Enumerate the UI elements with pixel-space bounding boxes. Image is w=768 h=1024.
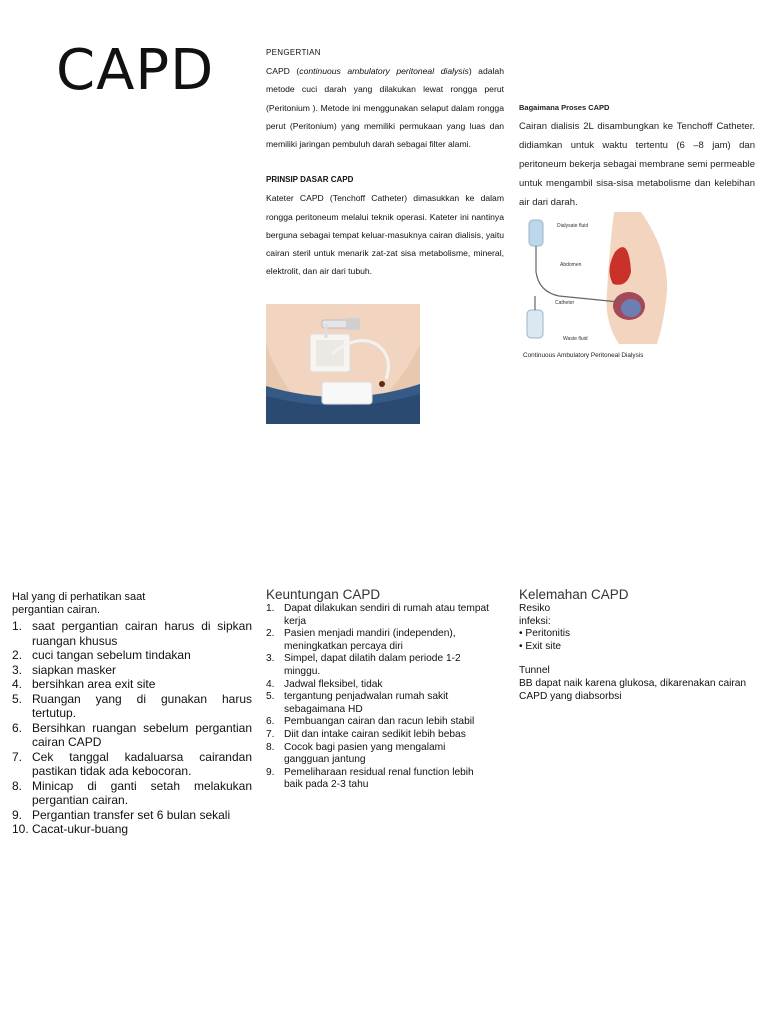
list-item: [12, 750, 252, 779]
list-item: [12, 721, 252, 750]
list-item-number: 6.: [12, 720, 23, 735]
list-item-text: Pasien menjadi mandiri (independen), meningkatkan percaya diri: [284, 628, 456, 652]
list-item-text: Bersihkan ruangan sebelum pergantian cairan CAPD: [32, 720, 252, 749]
list-item: [266, 716, 491, 729]
list-item-number: 7.: [12, 749, 23, 764]
list-item: [12, 779, 252, 808]
list-item-number: 4.: [12, 677, 23, 691]
kelemahan-heading: Kelemahan CAPD: [519, 587, 629, 602]
list-item-number: 2.: [266, 628, 275, 640]
list-item-number: 5.: [266, 691, 275, 703]
pengertian-body: CAPD (continuous ambulatory peritoneal dialysis) adalah metode cuci darah yang dilakukan lewat rongga perut (Peritonium ). Metode ini menggunakan selaput dalam rongga perut (Peritonium) yang memiliki permukaan yang luas dan memiliki jaringan pembuluh darah sebagai filter alami.: [266, 66, 504, 150]
capd-diagram: [519, 212, 669, 364]
list-item-text: Simpel, dapat dilatih dalam periode 1-2 minggu.: [284, 653, 461, 677]
keuntungan-heading: Keuntungan CAPD: [266, 587, 381, 602]
list-item: [12, 648, 252, 663]
list-item-text: Cacat-ukur-buang: [32, 822, 129, 836]
list-item-number: 3.: [12, 662, 23, 677]
list-item-text: Jadwal fleksibel, tidak: [284, 678, 383, 690]
list-item-number: 4.: [266, 678, 275, 690]
list-item-text: Cocok bagi pasien yang mengalami gangguan jantung: [284, 741, 446, 766]
list-item-text: tergantung penjadwalan rumah sakit sebagaimana HD: [284, 691, 449, 715]
bb-text: BB dapat naik karena glukosa, dikarenakan cairan CAPD yang diabsorbsi: [519, 677, 747, 702]
pengertian-heading: PENGERTIAN: [266, 48, 321, 57]
list-item: [266, 603, 491, 628]
list-item-number: 1.: [266, 603, 275, 614]
list-item-text: Ruangan yang di gunakan harus tertutup.: [32, 691, 252, 720]
prinsip-body: Kateter CAPD (Tenchoff Catheter) dimasukkan ke dalam rongga peritoneum melalui teknik operasi. Kateter ini nantinya berguna sebagai tempat keluar-masuknya cairan dialisis, yaitu cairan steril untuk menarik zat-zat sisa metabolisme, mineral, elektrolit, dan air dari tubuh.: [266, 193, 504, 277]
pengertian-term: CAPD: [266, 66, 290, 77]
bullet-peritonitis: • Peritonitis: [519, 628, 571, 640]
label-catheter: Catheter: [555, 300, 575, 306]
list-item: [12, 619, 252, 648]
list-item-number: 6.: [266, 716, 275, 728]
keuntungan-list: [266, 603, 491, 792]
list-item: [12, 822, 252, 837]
list-item-text: Dapat dilakukan sendiri di rumah atau tempat kerja: [284, 603, 489, 627]
perhatian-intro: Hal yang di perhatikan saat pergantian cairan.: [12, 591, 146, 616]
list-item-text: Pergantian transfer set 6 bulan sekali: [32, 807, 231, 822]
prinsip-heading: PRINSIP DASAR CAPD: [266, 175, 354, 185]
proses-heading: Bagaimana Proses CAPD: [519, 103, 610, 112]
list-item: [266, 767, 491, 792]
pengertian-text: ) adalah metode cuci darah yang dilakukan lewat rongga perut (Peritonium ). Metode ini menggunakan selaput dalam rongga perut (Peritonium) yang memiliki permukaan yang luas dan memiliki jaringan pembuluh darah sebagai filter alami.: [266, 66, 504, 150]
abdomen-catheter-photo: [266, 304, 420, 424]
waste-bag: [527, 310, 543, 338]
perhatian-section: [12, 591, 252, 837]
list-item: [12, 677, 252, 692]
list-item: [266, 628, 491, 653]
list-item-number: 1.: [12, 619, 23, 633]
keuntungan-section: [266, 587, 491, 792]
pengertian-term-full: continuous ambulatory peritoneal dialysis: [299, 66, 469, 77]
label-abdomen: Abdomen: [560, 262, 582, 268]
list-item-text: Diit dan intake cairan sedikit lebih bebas: [284, 728, 466, 740]
list-item-text: Pemeliharaan residual renal function lebih baik pada 2-3 tahu: [284, 766, 474, 791]
list-item-number: 7.: [266, 728, 275, 740]
tunnel-label: Tunnel: [519, 665, 550, 677]
perhatian-list: [12, 619, 252, 837]
list-item-text: cuci tangan sebelum tindakan: [32, 648, 191, 662]
list-item-number: 2.: [12, 648, 23, 662]
definition-section: [266, 44, 504, 280]
list-item-number: 9.: [266, 766, 275, 778]
list-item: [266, 729, 491, 742]
list-item: [266, 653, 491, 678]
infeksi-label: infeksi:: [519, 615, 551, 627]
bullet-exit-site: • Exit site: [519, 640, 562, 652]
list-item-number: 8.: [12, 778, 23, 793]
list-item-number: 9.: [12, 807, 23, 822]
list-item-number: 8.: [266, 741, 275, 753]
list-item-number: 3.: [266, 653, 275, 665]
proses-body: Cairan dialisis 2L disambungkan ke Tenchoff Catheter. didiamkan untuk waktu tertentu (6 –8 jam) dan peritoneum bekerja sebagai membrane semi permeable untuk mengambil sisa-sisa metabolisme dan kelebihan air dari darah.: [519, 121, 755, 208]
dialysate-bag: [529, 220, 543, 246]
diagram-caption: Continuous Ambulatory Peritoneal Dialysis: [523, 352, 644, 359]
label-dialysate: Dialysate fluid: [557, 223, 589, 229]
list-item: [266, 679, 491, 692]
kelemahan-section: [519, 587, 759, 703]
list-item: [12, 692, 252, 721]
list-item-text: bersihkan area exit site: [32, 677, 156, 691]
list-item-number: 10.: [12, 822, 29, 836]
list-item: [266, 742, 491, 767]
list-item-number: 5.: [12, 691, 23, 706]
process-section: [519, 98, 755, 212]
list-item: [266, 691, 491, 716]
list-item-text: Cek tanggal kadaluarsa cairandan pastikan tidak ada kebocoran.: [32, 749, 252, 778]
list-item-text: Minicap di ganti setah melakukan pergantian cairan.: [32, 778, 252, 807]
page-title: CAPD: [56, 38, 215, 103]
label-waste: Waste fluid: [563, 336, 588, 342]
list-item: [12, 808, 252, 823]
list-item: [12, 663, 252, 678]
list-item-text: Pembuangan cairan dan racun lebih stabil: [284, 716, 475, 728]
list-item-text: saat pergantian cairan harus di sipkan ruangan khusus: [32, 619, 252, 648]
resiko-label: Resiko: [519, 603, 551, 614]
list-item-text: siapkan masker: [32, 662, 117, 677]
